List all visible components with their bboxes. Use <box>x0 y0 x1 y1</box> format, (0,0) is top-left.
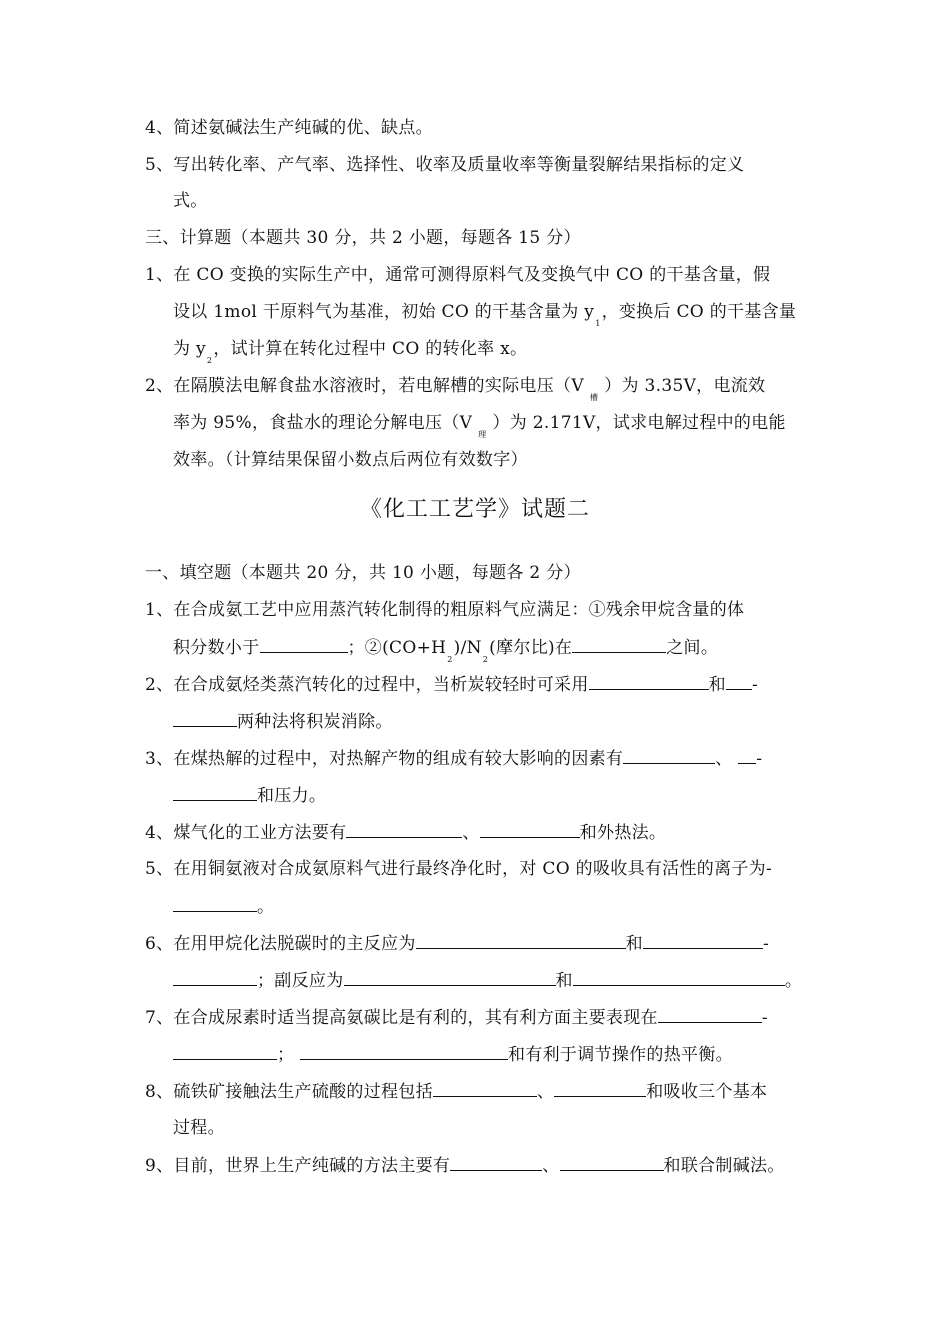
fill-question-3: 3、在煤热解的过程中，对热解产物的组成有较大影响的因素有 、 - <box>145 749 763 769</box>
calc-section-heading: 三、计算题（本题共 30 分，共 2 小题，每题各 15 分） <box>145 228 581 248</box>
fill-question-4: 4、煤气化的工业方法要有 、 和外热法。 <box>145 823 667 843</box>
calc-question-1-line2: 设以 1mol 干原料气为基准，初始 CO 的干基含量为 $y_1$，变换后 CO 的干基含量 <box>173 302 797 328</box>
fill-question-7-line2: ； 和有利于调节操作的热平衡。 <box>173 1043 733 1066</box>
question-5-prev: 5、写出转化率、产气率、选择性、收率及质量收率等衡量裂解结果指标的定义 <box>145 155 745 175</box>
fill-question-1-line2: 积分数小于 ；$②(CO+H_2)/N_2$(摩尔比)在 之间。 <box>173 638 719 664</box>
fill-question-2: 2、在合成氨烃类蒸汽转化的过程中，当析炭较轻时可采用 和 - <box>145 675 758 695</box>
calc-question-1: 1、在 CO 变换的实际生产中，通常可测得原料气及变换气中 CO 的干基含量，假 <box>145 265 771 285</box>
fill-question-9: 9、目前，世界上生产纯碱的方法主要有 、 和联合制碱法。 <box>145 1156 785 1176</box>
calc-question-2-line2: 率为 95%，食盐水的理论分解电压$(V_理)$为 2.171V，试求电解过程中的电能 <box>173 413 786 439</box>
calc-question-1-line3: 为 $y_2$，试计算在转化过程中 CO 的转化率 x。 <box>173 339 528 365</box>
fill-question-5: 5、在用铜氨液对合成氨原料气进行最终净化时，对 CO 的吸收具有活性的离子为- <box>145 859 773 879</box>
fill-question-3-line2: 和压力。 <box>173 784 326 807</box>
fill-question-6-line2: ；副反应为 和 。 <box>173 969 802 992</box>
question-4-prev: 4、简述氨碱法生产纯碱的优、缺点。 <box>145 118 433 138</box>
fill-question-8-line2: 过程。 <box>173 1118 225 1138</box>
calc-question-2-line3: 效率。（计算结果保留小数点后两位有效数字） <box>173 450 528 470</box>
fill-question-1: 1、在合成氨工艺中应用蒸汽转化制得的粗原料气应满足：①残余甲烷含量的体 <box>145 600 745 620</box>
question-5-prev-cont: 式。 <box>173 191 208 211</box>
fill-question-2-line2: 两种法将积炭消除。 <box>173 710 393 733</box>
fill-question-7: 7、在合成尿素时适当提高氨碳比是有利的，其有利方面主要表现在 - <box>145 1008 768 1028</box>
exam-title: 《化工工艺学》试题二 <box>359 497 590 522</box>
fill-question-6: 6、在用甲烷化法脱碳时的主反应为 和 - <box>145 934 769 954</box>
fill-question-5-line2: 。 <box>173 895 274 918</box>
fill-question-8: 8、硫铁矿接触法生产硫酸的过程包括 、 和吸收三个基本 <box>145 1082 768 1102</box>
fill-section-heading: 一、填空题（本题共 20 分，共 10 小题，每题各 2 分） <box>145 563 581 583</box>
calc-question-2: 2、在隔膜法电解食盐水溶液时，若电解槽的实际电压$(V_槽)$为 3.35V，电流效 <box>145 376 766 402</box>
